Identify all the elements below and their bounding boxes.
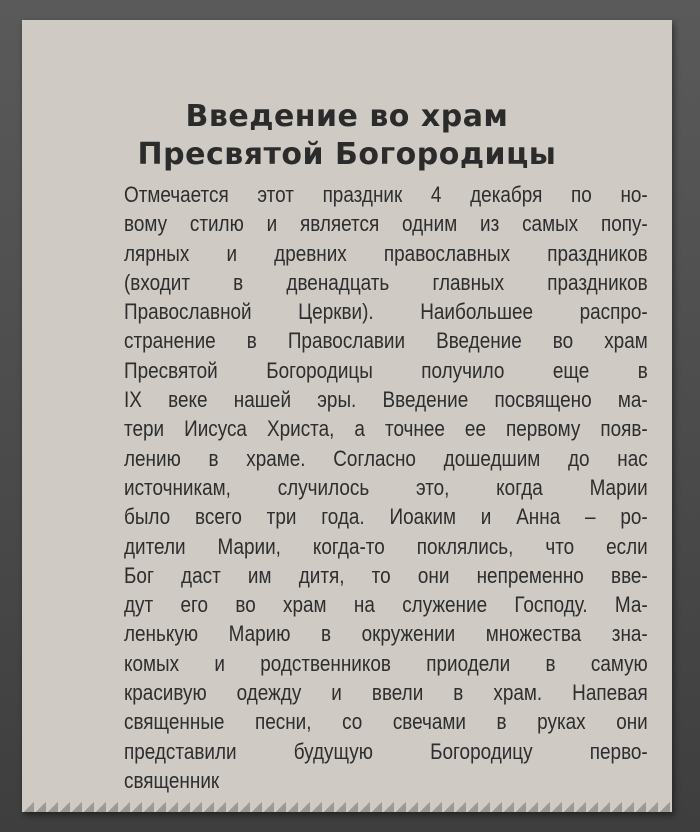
body-line: дут его во храм на служение Господу. Ма- xyxy=(124,592,648,618)
body-line: красивую одежду и ввели в храм. Напевая xyxy=(124,680,648,706)
body-line: комых и родственников приодели в самую xyxy=(124,650,648,676)
article-title xyxy=(22,98,672,174)
body-line: было всего три года. Иоаким и Анна – ро- xyxy=(124,504,648,530)
body-line: лению в храме. Согласно дошедшим до нас xyxy=(124,445,648,471)
body-line: странение в Православии Введение во храм xyxy=(124,328,648,354)
article-body xyxy=(124,180,648,795)
body-line: тери Иисуса Христа, а точнее ее первому появ- xyxy=(124,416,648,442)
body-line: лярных и древних православных праздников xyxy=(124,240,648,266)
body-line: священные песни, со свечами в руках они xyxy=(124,709,648,735)
body-line: источникам, случилось это, когда Марии xyxy=(124,474,648,500)
article-title-line-1: Введение во храм xyxy=(185,99,509,134)
newspaper-clipping xyxy=(22,20,672,812)
body-line: IX веке нашей эры. Введение посвящено ма- xyxy=(124,387,648,413)
body-line-cut: священник xyxy=(124,767,220,793)
body-line: вому стилю и является одним из самых попу- xyxy=(124,211,648,237)
body-line: Отмечается этот праздник 4 декабря по но- xyxy=(124,182,648,207)
article-title-line-2: Пресвятой Богородицы xyxy=(137,137,557,172)
body-line: (входит в двенадцать главных праздников xyxy=(124,269,648,295)
body-line: дители Марии, когда-то поклялись, что если xyxy=(124,533,648,559)
body-line: Пресвятой Богородицы получило еще в xyxy=(124,357,648,383)
body-line: представили будущую Богородицу перво- xyxy=(124,738,648,764)
body-line: ленькую Марию в окружении множества зна- xyxy=(124,621,648,647)
body-line: Бог даст им дитя, то они непременно вве- xyxy=(124,562,648,588)
body-line: Православной Церкви). Наибольшее распро- xyxy=(124,299,648,325)
